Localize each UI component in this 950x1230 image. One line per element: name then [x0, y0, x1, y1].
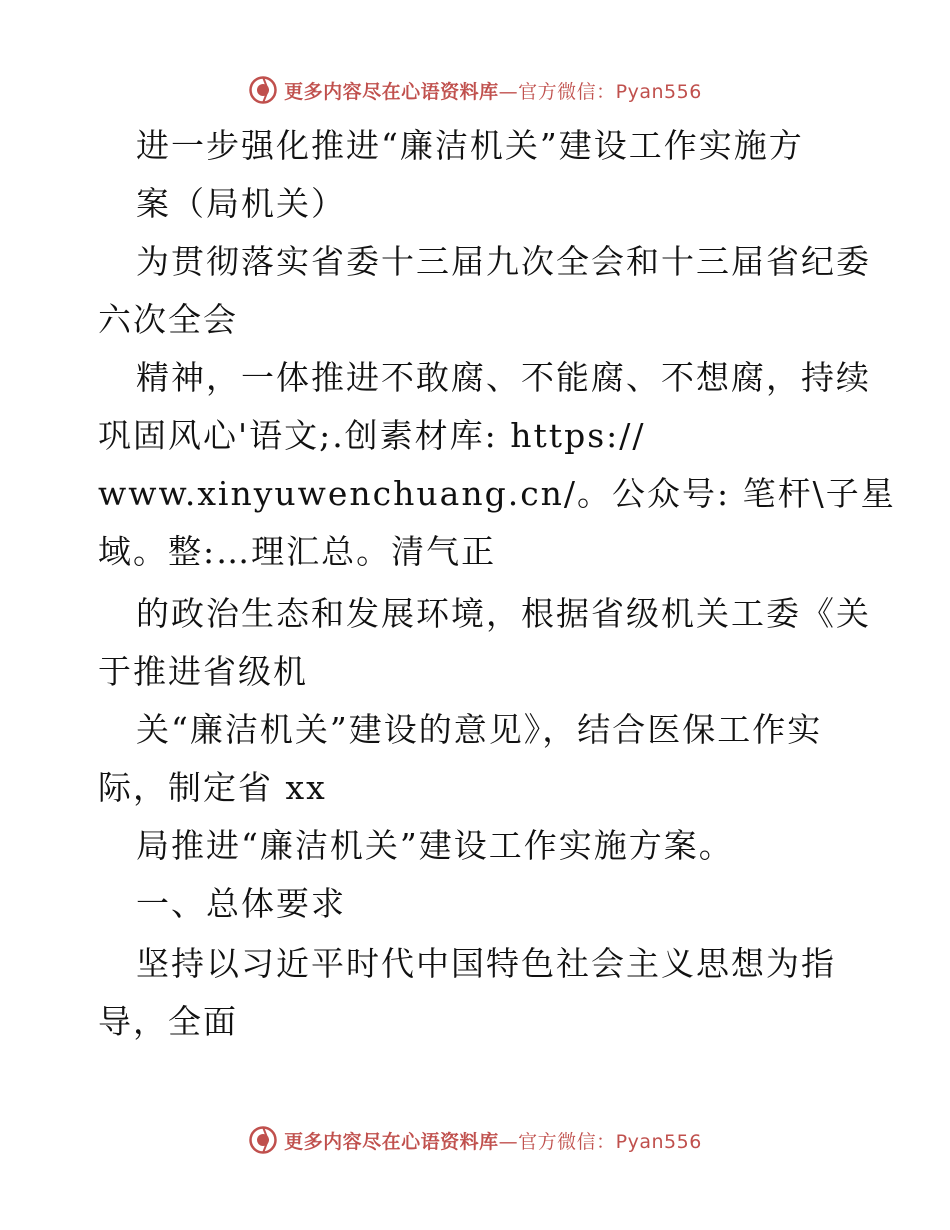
header-watermark: [0, 70, 950, 110]
text-line: 际，制定省 xx: [98, 768, 327, 807]
text-line: 精神，一体推进不敢腐、不能腐、不想腐，持续: [136, 358, 871, 397]
text-line: 导，全面: [98, 1002, 238, 1041]
text-line: 域。整:…理汇总。清气正: [98, 532, 497, 571]
text-line: 坚持以习近平时代中国特色社会主义思想为指: [136, 944, 836, 983]
watermark-prefix: 更多内容尽在心语资料库: [284, 80, 499, 103]
text-line: 案（局机关）: [136, 184, 346, 223]
brand-seal-icon: [248, 1125, 278, 1155]
brand-seal-icon: [248, 75, 278, 105]
watermark-suffix: —官方微信：Pyan556: [498, 80, 702, 103]
section-heading: 一、总体要求: [136, 884, 346, 923]
text-line: 巩固风心'语文;.创素材库: https://: [98, 416, 646, 455]
watermark-prefix: 更多内容尽在心语资料库: [284, 1130, 499, 1153]
text-line: 于推进省级机: [98, 652, 308, 691]
watermark-suffix: —官方微信：Pyan556: [498, 1130, 702, 1153]
text-line: 为贯彻落实省委十三届九次全会和十三届省纪委: [136, 242, 871, 281]
footer-watermark: [0, 1120, 950, 1160]
text-line: www.xinyuwenchuang.cn/。公众号: 笔杆\子星: [98, 474, 896, 513]
text-line: 进一步强化推进“廉洁机关”建设工作实施方: [136, 126, 804, 165]
text-line: 的政治生态和发展环境，根据省级机关工委《关: [136, 594, 871, 633]
text-line: 关“廉洁机关”建设的意见》，结合医保工作实: [136, 710, 823, 749]
text-line: 六次全会: [98, 300, 238, 339]
text-line: 局推进“廉洁机关”建设工作实施方案。: [136, 826, 734, 865]
